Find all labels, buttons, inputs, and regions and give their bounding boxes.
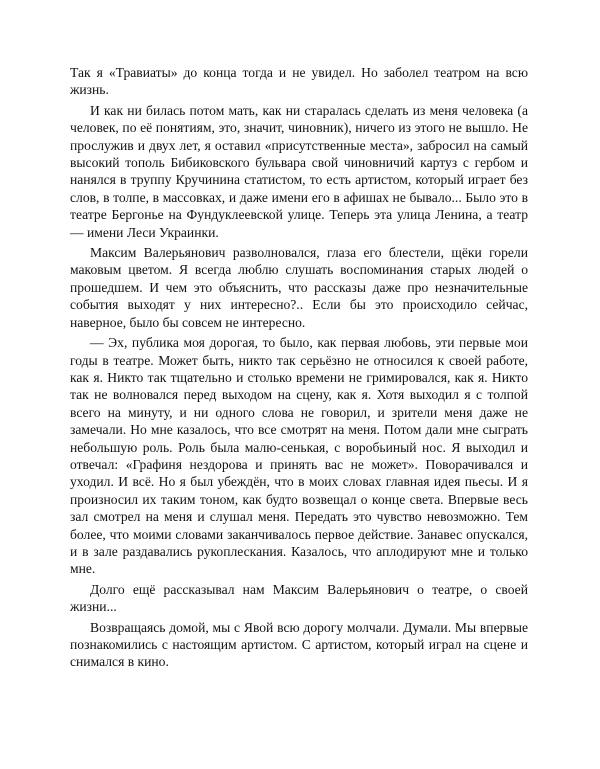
book-page-text	[70, 64, 528, 674]
paragraph-3: Максим Валерьянович разволновался, глаза его блестели, щёки горели маковым цветом. Я всегда люблю слушать воспоминания старых людей о прошедшем. И чем это объяснить, что рассказы даже про незначительные события выходят у них интересно?.. Если бы это происходило сейчас, наверное, было бы совсем не интересно.	[70, 245, 528, 330]
paragraph-2: И как ни билась потом мать, как ни старалась сделать из меня человека (а человек, по её понятиям, это, значит, чиновник), ничего из этого не вышло. Не прослужив и двух лет, я оставил «присутственные места», забросил на самый высокий тополь Бибиковского бульвара свой чиновничий картуз с гербом и нанялся в труппу Кручинина статистом, то есть артистом, который играет без слов, в толпе, в массовках, и даже имени его в афишах не бывало... Было это в театре Бергонье на Фундуклеевской улице. Теперь эта улица Ленина, а театр — имени Леси Украинки.	[70, 102, 528, 240]
paragraph-5: Долго ещё рассказывал нам Максим Валерьянович о театре, о своей жизни...	[70, 581, 528, 615]
paragraph-6: Возвращаясь домой, мы с Явой всю дорогу молчали. Думали. Мы впервые познакомились с настоящим артистом. С артистом, который играл на сцене и снимался в кино.	[70, 619, 528, 670]
paragraph-4: — Эх, публика моя дорогая, то было, как первая любовь, эти первые мои годы в театре. Может быть, никто так серьёзно не относился к своей работе, как я. Никто так тщательно и столько времени не гримировался, как я. Никто так не волновался перед выходом на сцену, как я. Хотя выходил я с толпой всего на минуту, и ни одного слова не говорил, и зрители меня даже не замечали. Но мне казалось, что все смотрят на меня. Потом дали мне сыграть небольшую роль. Роль была малю-сенькая, с воробьиный нос. Я выходил и отвечал: «Графиня нездорова и принять вас не может». Поворачивался и уходил. И всё. Но я был убеждён, что в моих словах главная идея пьесы. И я произносил их таким тоном, как будто возвещал о конце света. Впервые весь зал смотрел на меня и слушал меня. Передать это чувство невозможно. Тем более, что моими словами заканчивалось первое действие. Занавес опускался, и в зале раздавались рукоплескания. Казалось, что аплодируют мне и только мне.	[70, 335, 528, 577]
paragraph-1: Так я «Травиаты» до конца тогда и не увидел. Но заболел театром на всю жизнь.	[70, 65, 528, 98]
